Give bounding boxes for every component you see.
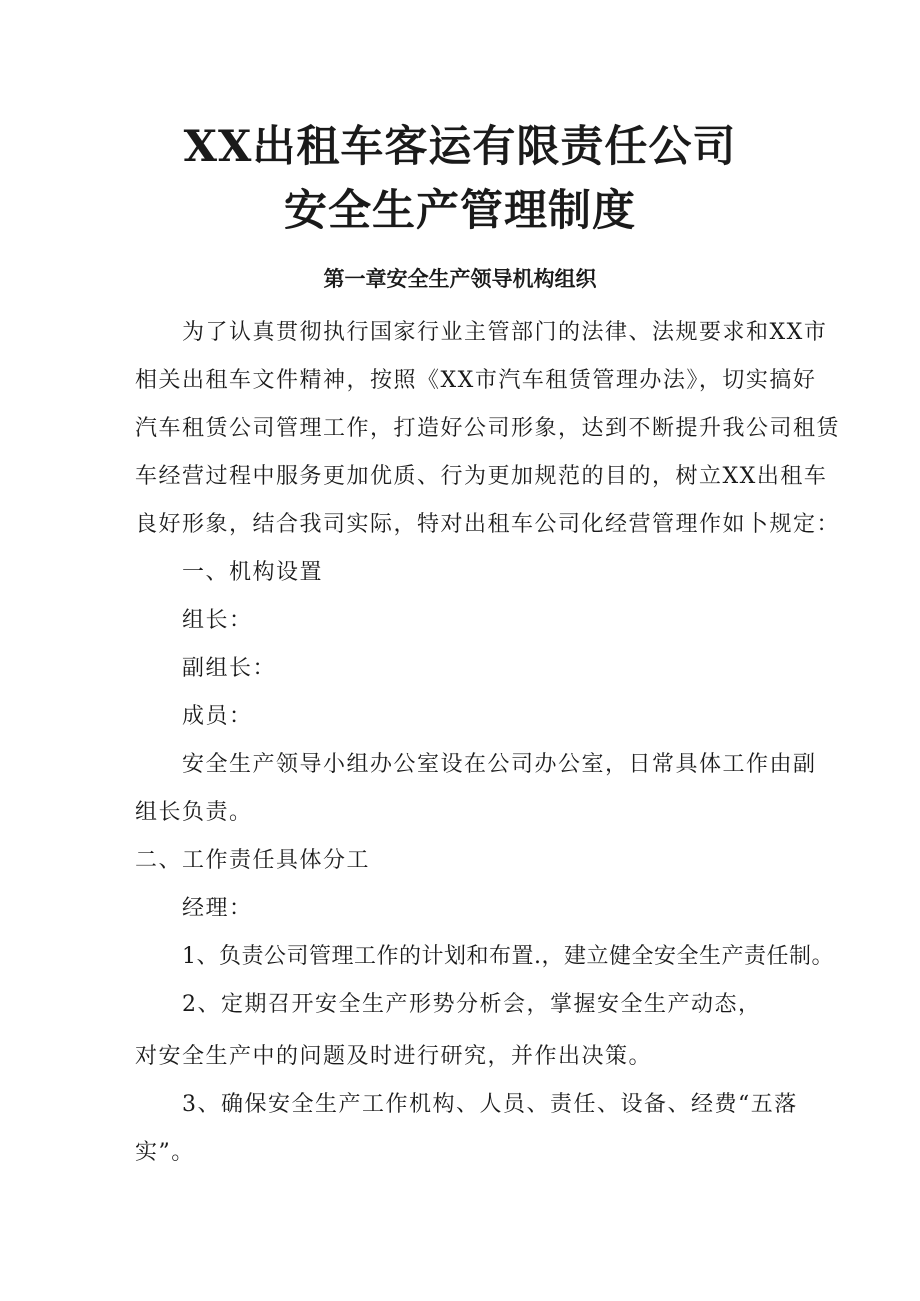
- intro-paragraph-line-5: 良好形象，结合我司实际，特对出租车公司化经营管理作如卜规定：: [135, 512, 841, 537]
- intro-paragraph-line-4: 车经营过程中服务更加优质、行为更加规范的目的，树立XX出租车: [135, 464, 828, 489]
- members-label: 成员：: [182, 704, 253, 729]
- document-title-line-1: XX出租车客运有限责任公司: [183, 122, 737, 172]
- leader-label: 组长：: [182, 608, 253, 633]
- duty-item-2-line-2: 对安全生产中的问题及时进行研究，并作出决策。: [135, 1044, 653, 1069]
- duty-item-3-line-2: 实”。: [135, 1140, 195, 1165]
- intro-paragraph-line-1: 为了认真贯彻执行国家行业主管部门的法律、法规要求和XX市: [182, 320, 828, 345]
- duty-item-1: 1、负责公司管理工作的计划和布置.，建立健全安全生产责任制。: [182, 944, 834, 969]
- duty-item-3-line-1: 3、确保安全生产工作机构、人员、责任、设备、经费“五落: [182, 1092, 798, 1117]
- duty-item-2-line-1: 2、定期召开安全生产形势分析会，掌握安全生产动态，: [182, 992, 762, 1017]
- document-title-line-2: 安全生产管理制度: [284, 186, 636, 236]
- intro-paragraph-line-2: 相关出租车文件精神，按照《XX市汽车租赁管理办法》，切实搞好: [135, 368, 817, 393]
- intro-paragraph-line-3: 汽车租赁公司管理工作，打造好公司形象，达到不断提升我公司租赁: [135, 416, 841, 441]
- deputy-leader-label: 副组长：: [182, 656, 277, 681]
- chapter-heading: 第一章安全生产领导机构组织: [323, 266, 597, 291]
- manager-label: 经理：: [182, 896, 253, 921]
- office-paragraph-line-1: 安全生产领导小组办公室设在公司办公室，日常具体工作由副: [182, 752, 817, 777]
- section-1-heading: 一、机构设置: [182, 560, 324, 585]
- office-paragraph-line-2: 组长负责。: [135, 800, 253, 825]
- section-2-heading: 二、工作责任具体分工: [135, 848, 371, 873]
